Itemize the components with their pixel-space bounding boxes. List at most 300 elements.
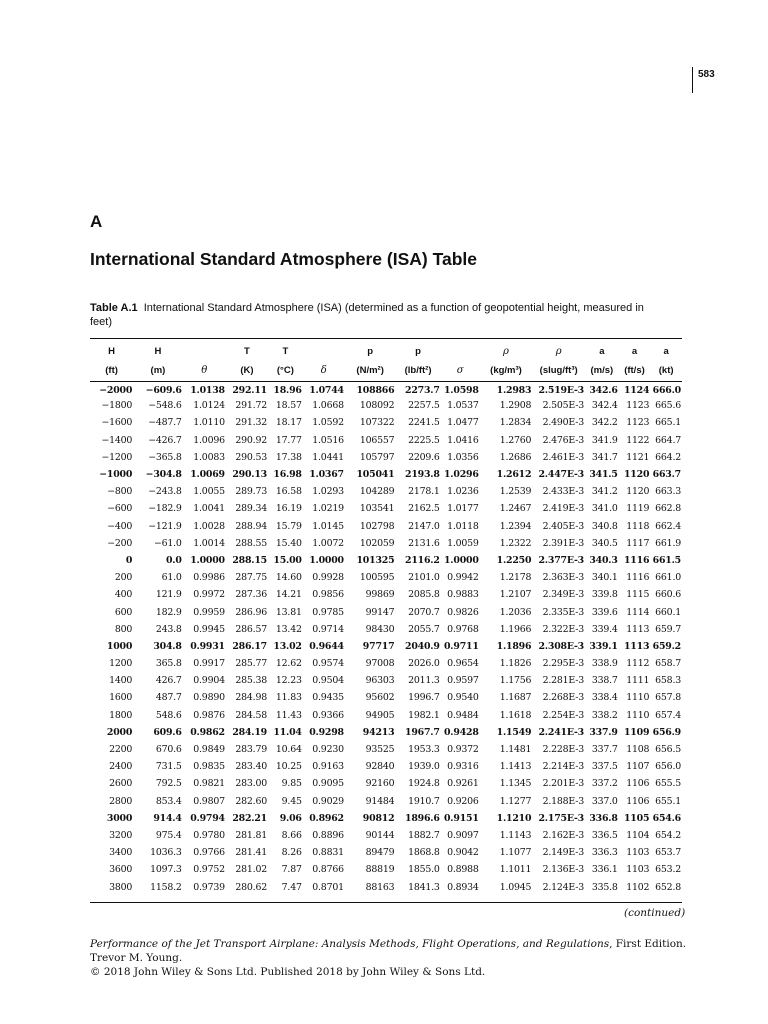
table-cell: 338.7 bbox=[591, 675, 618, 687]
table-cell: 1.1011 bbox=[499, 864, 532, 876]
table-cell: 658.3 bbox=[655, 675, 681, 687]
table-cell: 0.9849 bbox=[193, 744, 225, 756]
table-cell: 1111 bbox=[626, 675, 650, 687]
table-cell: 1.2107 bbox=[499, 589, 532, 601]
table-cell: 9.06 bbox=[279, 812, 302, 824]
table-cell: 0.9856 bbox=[312, 589, 344, 601]
table-cell: 16.19 bbox=[275, 503, 302, 515]
table-cell: 1121 bbox=[626, 451, 650, 463]
table-cell: 660.6 bbox=[655, 589, 681, 601]
table-cell: 283.79 bbox=[235, 744, 267, 756]
table-cell: 0.9928 bbox=[312, 572, 344, 584]
table-cell: 2.175E-3 bbox=[538, 812, 584, 824]
table-cell: 13.81 bbox=[275, 606, 302, 618]
table-cell: 1.0055 bbox=[193, 486, 225, 498]
table-cell: 18.96 bbox=[273, 384, 302, 396]
table-cell: 1114 bbox=[626, 606, 650, 618]
table-cell: 96303 bbox=[365, 675, 395, 687]
table-cell: −800 bbox=[107, 486, 133, 498]
table-cell: 1103 bbox=[626, 847, 650, 859]
table-cell: 283.40 bbox=[235, 761, 267, 773]
table-cell: 108092 bbox=[359, 400, 395, 412]
table-cell: 285.77 bbox=[235, 658, 267, 670]
table-cell: 1.0072 bbox=[312, 537, 344, 549]
table-row bbox=[90, 621, 682, 638]
table-cell: 3800 bbox=[109, 881, 133, 893]
col-unit-lbft2: (lb/ft²) bbox=[404, 365, 432, 376]
table-cell: 1.2686 bbox=[499, 451, 532, 463]
table-cell: 1.0145 bbox=[312, 520, 344, 532]
table-cell: −243.8 bbox=[148, 486, 182, 498]
footer-book-title: Performance of the Jet Transport Airplane: Analysis Methods, Flight Operations, and Regulations bbox=[90, 938, 610, 950]
table-cell: 2011.3 bbox=[408, 675, 440, 687]
table-cell: 1113 bbox=[626, 623, 650, 635]
table-cell: −365.8 bbox=[148, 451, 182, 463]
table-cell: 1102 bbox=[626, 881, 650, 893]
table-cell: 288.55 bbox=[235, 537, 267, 549]
table-cell: −400 bbox=[107, 520, 133, 532]
table-cell: 16.58 bbox=[275, 486, 302, 498]
table-cell: 2040.9 bbox=[405, 640, 440, 652]
table-cell: 1868.8 bbox=[408, 847, 440, 859]
table-cell: 0.9752 bbox=[193, 864, 225, 876]
table-cell: 287.75 bbox=[235, 572, 267, 584]
table-cell: 0.9959 bbox=[193, 606, 225, 618]
table-cell: 281.41 bbox=[235, 847, 267, 859]
table-cell: 0.9261 bbox=[447, 778, 479, 790]
table-cell: 2273.7 bbox=[405, 384, 440, 396]
table-cell: 1841.3 bbox=[408, 881, 440, 893]
table-cell: 92840 bbox=[365, 761, 395, 773]
table-cell: −426.7 bbox=[148, 434, 182, 446]
table-cell: 0.9807 bbox=[193, 795, 225, 807]
table-cell: 2.391E-3 bbox=[542, 537, 584, 549]
table-cell: 286.96 bbox=[235, 606, 267, 618]
col-header-theta bbox=[183, 342, 226, 361]
table-row bbox=[90, 741, 682, 758]
table-cell: 338.2 bbox=[591, 709, 618, 721]
col-header-rho-slugft3: ρ bbox=[555, 346, 562, 357]
table-cell: 304.8 bbox=[153, 640, 182, 652]
table-cell: 1910.7 bbox=[408, 795, 440, 807]
table-cell: 1.0124 bbox=[193, 400, 225, 412]
col-header-sigma bbox=[441, 342, 480, 361]
table-cell: −1800 bbox=[101, 400, 133, 412]
table-cell: 98430 bbox=[365, 623, 395, 635]
table-cell: 7.87 bbox=[281, 864, 302, 876]
table-cell: 284.19 bbox=[232, 726, 267, 738]
table-cell: 9.45 bbox=[281, 795, 302, 807]
table-cell: 0.9942 bbox=[447, 572, 479, 584]
table-cell: 336.8 bbox=[589, 812, 618, 824]
table-cell: 283.00 bbox=[235, 778, 267, 790]
isa-table bbox=[90, 342, 682, 896]
table-row bbox=[90, 655, 682, 672]
table-cell: 0.9862 bbox=[190, 726, 225, 738]
table-cell: 335.8 bbox=[591, 881, 618, 893]
table-cell: 666.0 bbox=[652, 384, 681, 396]
table-cell: 97717 bbox=[362, 640, 395, 652]
table-cell: 656.0 bbox=[655, 761, 681, 773]
table-cell: 0.9826 bbox=[447, 606, 479, 618]
table-cell: 1122 bbox=[626, 434, 650, 446]
table-row bbox=[90, 552, 682, 569]
table-cell: 653.2 bbox=[655, 864, 681, 876]
table-cell: 548.6 bbox=[155, 709, 182, 721]
table-cell: 16.98 bbox=[273, 469, 302, 481]
table-cell: 1.0668 bbox=[312, 400, 344, 412]
table-cell: 1105 bbox=[623, 812, 650, 824]
table-row bbox=[90, 793, 682, 810]
table-cell: 10.25 bbox=[275, 761, 302, 773]
table-cell: 1120 bbox=[623, 469, 650, 481]
col-unit-slugft3: (slug/ft³) bbox=[539, 365, 578, 376]
table-cell: 654.2 bbox=[655, 829, 681, 841]
table-cell: −1400 bbox=[101, 434, 133, 446]
table-cell: 2.295E-3 bbox=[542, 658, 584, 670]
table-cell: 665.6 bbox=[655, 400, 681, 412]
table-cell: 286.57 bbox=[235, 623, 267, 635]
table-cell: 1.0069 bbox=[190, 469, 225, 481]
table-cell: 1110 bbox=[626, 709, 650, 721]
table-cell: 653.7 bbox=[655, 847, 681, 859]
table-row bbox=[90, 707, 682, 724]
table-cell: 1.2322 bbox=[499, 537, 532, 549]
table-cell: 1.1277 bbox=[499, 795, 532, 807]
table-cell: 2400 bbox=[109, 761, 133, 773]
table-cell: 2200 bbox=[109, 744, 133, 756]
table-cell: −61.0 bbox=[153, 537, 182, 549]
table-cell: 0.9780 bbox=[193, 829, 225, 841]
table-cell: 1.0293 bbox=[312, 486, 344, 498]
table-cell: 2.228E-3 bbox=[542, 744, 584, 756]
table-cell: 1000 bbox=[106, 640, 133, 652]
table-cell: 0.0 bbox=[165, 554, 182, 566]
table-cell: 2257.5 bbox=[408, 400, 440, 412]
table-cell: 0.8988 bbox=[447, 864, 479, 876]
table-cell: 0.9428 bbox=[443, 726, 479, 738]
table-cell: 652.8 bbox=[655, 881, 681, 893]
table-cell: −548.6 bbox=[148, 400, 182, 412]
table-cell: 1.1618 bbox=[499, 709, 532, 721]
table-cell: 337.7 bbox=[591, 744, 618, 756]
table-cell: 14.60 bbox=[275, 572, 302, 584]
table-cell: 13.02 bbox=[273, 640, 302, 652]
table-cell: 655.5 bbox=[655, 778, 681, 790]
col-header-p-lbft2: p bbox=[415, 346, 421, 357]
table-cell: 102059 bbox=[359, 537, 395, 549]
table-row bbox=[90, 449, 682, 466]
table-cell: 1106 bbox=[626, 795, 650, 807]
table-cell: 1.2250 bbox=[496, 554, 532, 566]
table-cell: 670.6 bbox=[155, 744, 182, 756]
table-cell: 0.9540 bbox=[447, 692, 479, 704]
table-cell: 107322 bbox=[359, 417, 395, 429]
table-cell: 289.73 bbox=[235, 486, 267, 498]
table-cell: 2.268E-3 bbox=[542, 692, 584, 704]
table-cell: 2.322E-3 bbox=[542, 623, 584, 635]
table-cell: 0.9097 bbox=[447, 829, 479, 841]
table-cell: 1.0296 bbox=[443, 469, 479, 481]
table-cell: 280.62 bbox=[235, 881, 267, 893]
table-cell: 2.505E-3 bbox=[542, 400, 584, 412]
table-cell: 0 bbox=[125, 554, 133, 566]
table-cell: 281.02 bbox=[235, 864, 267, 876]
table-cell: 1.0416 bbox=[447, 434, 479, 446]
table-cell: 2162.5 bbox=[408, 503, 440, 515]
table-cell: −182.9 bbox=[148, 503, 182, 515]
table-row bbox=[90, 861, 682, 878]
table-cell: 3000 bbox=[106, 812, 133, 824]
table-row bbox=[90, 878, 682, 895]
table-cell: 0.8934 bbox=[447, 881, 479, 893]
col-unit-delta: δ bbox=[320, 365, 327, 376]
col-unit-c: (°C) bbox=[276, 365, 294, 376]
table-cell: 2055.7 bbox=[408, 623, 440, 635]
table-cell: 14.21 bbox=[275, 589, 302, 601]
table-caption bbox=[90, 301, 650, 329]
table-cell: 0.8766 bbox=[312, 864, 344, 876]
table-cell: 88163 bbox=[365, 881, 395, 893]
table-cell: 2.214E-3 bbox=[542, 761, 584, 773]
footer-title-line bbox=[90, 937, 690, 951]
table-cell: 99869 bbox=[365, 589, 395, 601]
table-cell: 2178.1 bbox=[408, 486, 440, 498]
table-cell: 105041 bbox=[356, 469, 395, 481]
table-cell: 1.0592 bbox=[312, 417, 344, 429]
table-cell: 1.0083 bbox=[193, 451, 225, 463]
table-cell: 182.9 bbox=[155, 606, 182, 618]
col-unit-m: (m) bbox=[150, 365, 166, 376]
table-cell: 2.447E-3 bbox=[538, 469, 584, 481]
table-top-rule bbox=[90, 338, 682, 339]
table-cell: 1036.3 bbox=[150, 847, 182, 859]
table-cell: 100595 bbox=[359, 572, 395, 584]
table-cell: 1.0000 bbox=[190, 554, 225, 566]
col-unit-ms: (m/s) bbox=[590, 365, 614, 376]
table-cell: −609.6 bbox=[145, 384, 182, 396]
table-cell: 2101.0 bbox=[408, 572, 440, 584]
table-cell: 1.0041 bbox=[193, 503, 225, 515]
table-row bbox=[90, 380, 682, 397]
table-row bbox=[90, 586, 682, 603]
table-cell: 1996.7 bbox=[408, 692, 440, 704]
table-cell: 659.7 bbox=[655, 623, 681, 635]
table-cell: 3600 bbox=[109, 864, 133, 876]
table-cell: 1.2834 bbox=[499, 417, 532, 429]
table-cell: 1119 bbox=[626, 503, 650, 515]
table-cell: 2.124E-3 bbox=[542, 881, 584, 893]
col-header-t-k: T bbox=[244, 346, 250, 357]
table-cell: 11.43 bbox=[275, 709, 302, 721]
table-cell: 336.3 bbox=[591, 847, 618, 859]
table-cell: 2.281E-3 bbox=[542, 675, 584, 687]
table-row bbox=[90, 758, 682, 775]
table-cell: 1103 bbox=[626, 864, 650, 876]
table-row bbox=[90, 569, 682, 586]
table-row bbox=[90, 724, 682, 741]
table-cell: 94213 bbox=[362, 726, 395, 738]
table-cell: 658.7 bbox=[655, 658, 681, 670]
table-cell: 0.9504 bbox=[312, 675, 344, 687]
table-cell: 400 bbox=[114, 589, 133, 601]
table-cell: 2.308E-3 bbox=[538, 640, 584, 652]
table-cell: 94905 bbox=[365, 709, 395, 721]
table-cell: 800 bbox=[114, 623, 133, 635]
table-cell: 3200 bbox=[109, 829, 133, 841]
table-cell: 0.9714 bbox=[312, 623, 344, 635]
table-cell: 286.17 bbox=[232, 640, 267, 652]
table-cell: 336.5 bbox=[591, 829, 618, 841]
table-cell: 1123 bbox=[626, 417, 650, 429]
table-cell: 664.7 bbox=[655, 434, 681, 446]
table-row bbox=[90, 775, 682, 792]
table-cell: 1939.0 bbox=[408, 761, 440, 773]
footer-copyright: © 2018 John Wiley & Sons Ltd. Published 2018 by John Wiley & Sons Ltd. bbox=[90, 966, 486, 978]
table-cell: 339.6 bbox=[591, 606, 618, 618]
table-cell: 337.5 bbox=[591, 761, 618, 773]
table-row bbox=[90, 810, 682, 827]
table-cell: 0.9644 bbox=[309, 640, 344, 652]
table-cell: 340.8 bbox=[591, 520, 618, 532]
table-cell: 1109 bbox=[623, 726, 650, 738]
table-cell: 1.1413 bbox=[499, 761, 532, 773]
table-cell: 341.0 bbox=[591, 503, 618, 515]
table-cell: 1.2036 bbox=[499, 606, 532, 618]
table-cell: 1106 bbox=[626, 778, 650, 790]
continued-text: (continued) bbox=[624, 907, 686, 919]
table-cell: 18.17 bbox=[275, 417, 302, 429]
table-cell: 11.83 bbox=[275, 692, 302, 704]
table-cell: 342.6 bbox=[589, 384, 618, 396]
table-cell: 8.66 bbox=[281, 829, 302, 841]
table-cell: 291.32 bbox=[235, 417, 267, 429]
col-header-a-ms: a bbox=[599, 346, 605, 357]
table-cell: 2600 bbox=[109, 778, 133, 790]
table-cell: 101325 bbox=[356, 554, 395, 566]
table-cell: 0.9766 bbox=[193, 847, 225, 859]
table-cell: 2.363E-3 bbox=[542, 572, 584, 584]
table-cell: 18.57 bbox=[275, 400, 302, 412]
table-cell: 731.5 bbox=[155, 761, 182, 773]
table-cell: 0.9298 bbox=[309, 726, 344, 738]
table-cell: 2209.6 bbox=[408, 451, 440, 463]
table-cell: 103541 bbox=[359, 503, 395, 515]
table-cell: 290.13 bbox=[232, 469, 267, 481]
table-row bbox=[90, 827, 682, 844]
page-title: International Standard Atmosphere (ISA) Table bbox=[90, 249, 477, 269]
table-row bbox=[90, 483, 682, 500]
table-cell: 0.9042 bbox=[447, 847, 479, 859]
table-cell: 2.476E-3 bbox=[542, 434, 584, 446]
table-row bbox=[90, 397, 682, 414]
table-cell: 1.1826 bbox=[499, 658, 532, 670]
table-cell: 1.0014 bbox=[193, 537, 225, 549]
table-cell: 657.8 bbox=[655, 692, 681, 704]
table-cell: 1108 bbox=[626, 744, 650, 756]
table-cell: 0.9316 bbox=[447, 761, 479, 773]
table-cell: 1982.1 bbox=[408, 709, 440, 721]
table-cell: 0.9986 bbox=[193, 572, 225, 584]
table-cell: 281.81 bbox=[235, 829, 267, 841]
col-unit-nm2: (N/m²) bbox=[356, 365, 384, 376]
table-cell: 664.2 bbox=[655, 451, 681, 463]
table-cell: 2000 bbox=[106, 726, 133, 738]
table-cell: 1.1549 bbox=[496, 726, 532, 738]
table-cell: 341.5 bbox=[589, 469, 618, 481]
table-cell: 340.1 bbox=[591, 572, 618, 584]
table-cell: 287.36 bbox=[235, 589, 267, 601]
table-cell: 0.9883 bbox=[447, 589, 479, 601]
table-row bbox=[90, 603, 682, 620]
table-cell: 0.9597 bbox=[447, 675, 479, 687]
table-cell: 17.38 bbox=[275, 451, 302, 463]
table-cell: 0.9163 bbox=[312, 761, 344, 773]
table-cell: 1967.7 bbox=[405, 726, 440, 738]
table-cell: 104289 bbox=[359, 486, 395, 498]
table-cell: 0.9230 bbox=[312, 744, 344, 756]
table-cell: 2.433E-3 bbox=[542, 486, 584, 498]
table-cell: 1123 bbox=[626, 400, 650, 412]
table-cell: 1.0059 bbox=[447, 537, 479, 549]
col-unit-sigma: σ bbox=[456, 365, 464, 376]
table-cell: 341.9 bbox=[591, 434, 618, 446]
table-cell: 121.9 bbox=[155, 589, 182, 601]
table-cell: 102798 bbox=[359, 520, 395, 532]
table-cell: 853.4 bbox=[155, 795, 182, 807]
table-cell: −121.9 bbox=[148, 520, 182, 532]
table-cell: 290.53 bbox=[235, 451, 267, 463]
table-cell: 288.94 bbox=[235, 520, 267, 532]
table-cell: 1.1966 bbox=[499, 623, 532, 635]
table-cell: 97008 bbox=[365, 658, 395, 670]
table-cell: 95602 bbox=[365, 692, 395, 704]
table-cell: 1200 bbox=[109, 658, 133, 670]
table-cell: 341.2 bbox=[591, 486, 618, 498]
table-body bbox=[90, 380, 682, 896]
table-cell: 0.9821 bbox=[193, 778, 225, 790]
table-cell: 1.0138 bbox=[190, 384, 225, 396]
table-cell: 2.136E-3 bbox=[542, 864, 584, 876]
table-cell: 1.0367 bbox=[309, 469, 344, 481]
table-cell: 15.40 bbox=[275, 537, 302, 549]
table-cell: −1000 bbox=[99, 469, 133, 481]
table-cell: 1.0096 bbox=[193, 434, 225, 446]
table-cell: −600 bbox=[107, 503, 133, 515]
table-cell: 340.3 bbox=[589, 554, 618, 566]
table-cell: 93525 bbox=[365, 744, 395, 756]
table-cell: 1.0356 bbox=[447, 451, 479, 463]
table-cell: 2800 bbox=[109, 795, 133, 807]
col-unit-theta: θ bbox=[201, 365, 208, 376]
table-cell: 2085.8 bbox=[408, 589, 440, 601]
table-cell: 0.9785 bbox=[312, 606, 344, 618]
col-header-t-c: T bbox=[282, 346, 289, 357]
table-cell: 0.9904 bbox=[193, 675, 225, 687]
table-cell: 1.1345 bbox=[499, 778, 532, 790]
table-cell: 1.0000 bbox=[443, 554, 479, 566]
table-cell: 1400 bbox=[109, 675, 133, 687]
table-cell: 9.85 bbox=[281, 778, 302, 790]
table-cell: 1.1143 bbox=[499, 829, 532, 841]
table-cell: 654.6 bbox=[652, 812, 681, 824]
table-row bbox=[90, 414, 682, 431]
table-cell: 1.1481 bbox=[499, 744, 532, 756]
table-cell: 659.2 bbox=[652, 640, 681, 652]
table-cell: 15.79 bbox=[275, 520, 302, 532]
table-cell: 1.0744 bbox=[309, 384, 344, 396]
table-cell: 0.9095 bbox=[312, 778, 344, 790]
